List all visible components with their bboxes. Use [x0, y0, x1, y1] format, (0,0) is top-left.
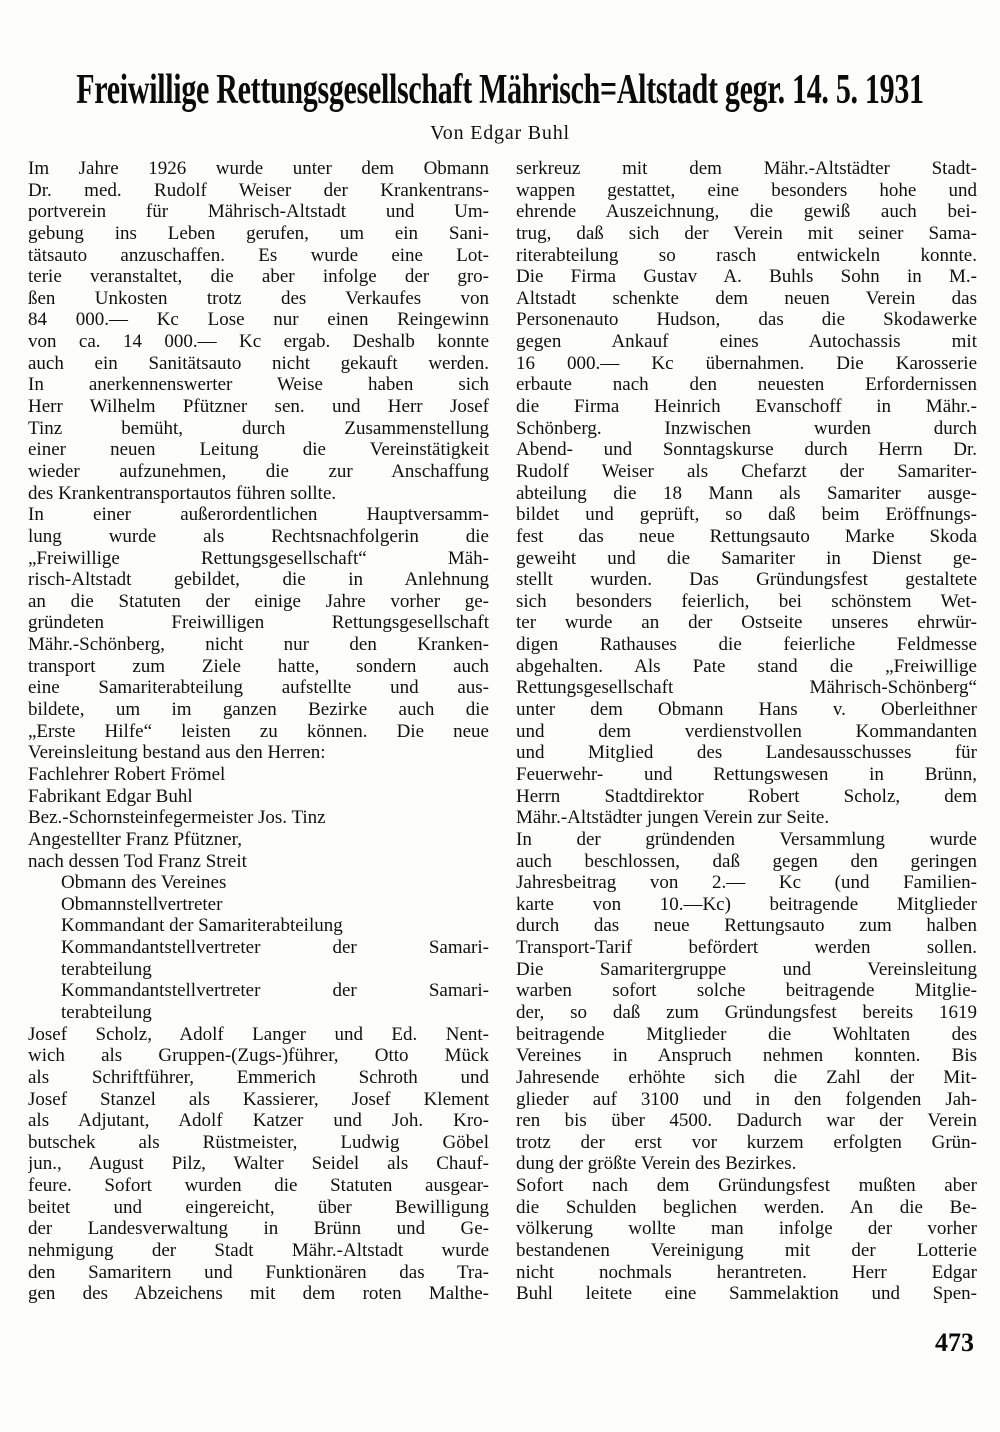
- text-line: Herr Wilhelm Pfützner sen. und Herr Josef: [28, 396, 489, 418]
- text-line: Bez.-Schornsteinfegermeister Jos. Tinz: [28, 807, 326, 829]
- text-line: Mähr.-Altstädter jungen Verein zur Seite.: [516, 807, 830, 829]
- text-line: Herrn Stadtdirektor Robert Scholz, dem: [516, 785, 977, 807]
- text-line: bildet und geprüft, so daß beim Eröffnungs-: [516, 504, 977, 526]
- text-line: „Erste Hilfe“ leisten zu können. Die neue: [28, 720, 489, 742]
- text-line: bildete, um im ganzen Bezirke auch die: [28, 699, 489, 721]
- text-line: wieder aufzunehmen, die zur Anschaffung: [28, 460, 489, 482]
- text-line: Rudolf Weiser als Chefarzt der Samariter-: [516, 460, 977, 482]
- text-line: nehmigung der Stadt Mähr.-Altstadt wurde: [28, 1240, 489, 1262]
- text-line: Kommandantstellvertreter der Samari-: [61, 980, 489, 1002]
- text-line: durch das neue Rettungsauto zum halben: [516, 915, 977, 937]
- text-line: Vereines in Anspruch nehmen konnten. Bis: [516, 1045, 977, 1067]
- text-line: gen des Abzeichens mit dem roten Malthe-: [28, 1283, 489, 1305]
- text-line: als Adjutant, Adolf Katzer und Joh. Kro-: [28, 1110, 489, 1132]
- text-line: Angestellter Franz Pfützner,: [28, 828, 242, 850]
- text-line: eine Samariterabteilung aufstellte und aus-: [28, 677, 489, 699]
- text-line: Rettungsgesellschaft Mährisch-Schönberg“: [516, 677, 977, 699]
- text-line: 16 000.— Kc übernahmen. Die Karosserie: [516, 352, 977, 374]
- text-line: Jahresbeitrag von 2.— Kc (und Familien-: [516, 872, 977, 894]
- text-line: feure. Sofort wurden die Statuten ausgear-: [28, 1175, 489, 1197]
- text-line: In anerkennenswerter Weise haben sich: [28, 374, 489, 396]
- text-line: die Firma Heinrich Evanschoff in Mähr.-: [516, 396, 977, 418]
- text-line: Die Firma Gustav A. Buhls Sohn in M.-: [516, 266, 977, 288]
- text-line: abgehalten. Als Pate stand die „Freiwillige: [516, 655, 977, 677]
- text-line: unter dem Obmann Hans v. Oberleithner: [516, 699, 977, 721]
- text-line: Obmannstellvertreter: [61, 893, 223, 915]
- text-line: jun., August Pilz, Walter Seidel als Chauf-: [28, 1153, 489, 1175]
- text-line: von ca. 14 000.— Kc ergab. Deshalb konnte: [28, 331, 489, 353]
- text-line: beitet und eingereicht, über Bewilligung: [28, 1196, 489, 1218]
- page-number: 473: [935, 1328, 974, 1357]
- text-line: trotz der erst vor kurzem erfolgten Grün-: [516, 1131, 977, 1153]
- text-line: Tinz bemüht, durch Zusammenstellung: [28, 417, 489, 439]
- text-line: wich als Gruppen-(Zugs-)führer, Otto Mück: [28, 1045, 489, 1067]
- page-title: Freiwillige Rettungsgesellschaft Mährisch=Altstadt gegr. 14. 5. 1931: [76, 66, 924, 113]
- article-body: [28, 158, 978, 1305]
- text-line: Im Jahre 1926 wurde unter dem Obmann: [28, 158, 489, 179]
- text-line: Sofort nach dem Gründungsfest mußten aber: [516, 1175, 977, 1197]
- text-line: stellt wurden. Das Gründungsfest gestaltete: [516, 569, 977, 591]
- text-line: abteilung die 18 Mann als Samariter ausge-: [516, 482, 977, 504]
- right-column: [516, 158, 977, 1305]
- text-line: geweiht und die Samariter in Dienst ge-: [516, 547, 977, 569]
- text-line: portverein für Mährisch-Altstadt und Um-: [28, 201, 489, 223]
- text-line: Kommandant der Samariterabteilung: [61, 915, 343, 937]
- text-line: auch beschlossen, daß gegen den geringen: [516, 850, 977, 872]
- text-line: auch ein Sanitätsauto nicht gekauft werden.: [28, 352, 489, 374]
- text-line: warben sofort solche beitragende Mitglie-: [516, 980, 977, 1002]
- text-line: Josef Scholz, Adolf Langer und Ed. Nent-: [28, 1023, 489, 1045]
- text-line: Schönberg. Inzwischen wurden durch: [516, 417, 977, 439]
- left-column: [28, 158, 489, 1305]
- text-line: die Schulden beglichen werden. An die Be-: [516, 1196, 977, 1218]
- text-line: karte von 10.—Kc) beitragende Mitglieder: [516, 893, 977, 915]
- text-line: „Freiwillige Rettungsgesellschaft“ Mäh-: [28, 547, 489, 569]
- text-line: serkreuz mit dem Mähr.-Altstädter Stadt-: [516, 158, 977, 179]
- text-line: ter wurde an der Ostseite unseres ehrwür-: [516, 612, 977, 634]
- byline: Von Edgar Buhl: [430, 122, 570, 144]
- text-line: einer neuen Leitung die Vereinstätigkeit: [28, 439, 489, 461]
- text-line: gebung ins Leben gerufen, um ein Sani-: [28, 222, 489, 244]
- text-line: riterabteilung so rasch entwickeln konnte.: [516, 244, 977, 266]
- text-line: Kommandantstellvertreter der Samari-: [61, 937, 489, 959]
- text-line: digen Rathauses die feierliche Feldmesse: [516, 634, 977, 656]
- text-line: Jahresende erhöhte sich die Zahl der Mit-: [516, 1066, 977, 1088]
- text-line: beitragende Mitglieder die Wohltaten des: [516, 1023, 977, 1045]
- text-line: den Samaritern und Funktionären das Tra-: [28, 1261, 489, 1283]
- text-line: terabteilung: [61, 958, 152, 980]
- text-line: Buhl leitete eine Sammelaktion und Spen-: [516, 1283, 977, 1305]
- text-line: Fabrikant Edgar Buhl: [28, 785, 193, 807]
- text-line: terie veranstaltet, die aber infolge der gro-: [28, 266, 489, 288]
- text-line: Josef Stanzel als Kassierer, Josef Klement: [28, 1088, 489, 1110]
- text-line: transport zum Ziele hatte, sondern auch: [28, 655, 489, 677]
- text-line: Feuerwehr- und Rettungswesen in Brünn,: [516, 763, 977, 785]
- text-line: nicht nochmals herantreten. Herr Edgar: [516, 1261, 977, 1283]
- text-line: Mähr.-Schönberg, nicht nur den Kranken-: [28, 634, 489, 656]
- text-line: dung der größte Verein des Bezirkes.: [516, 1153, 797, 1175]
- text-line: an die Statuten der einige Jahre vorher ge-: [28, 590, 489, 612]
- text-line: 84 000.— Kc Lose nur einen Reingewinn: [28, 309, 489, 331]
- text-line: ehrende Auszeichnung, die gewiß auch bei-: [516, 201, 977, 223]
- text-line: Dr. med. Rudolf Weiser der Krankentrans-: [28, 179, 489, 201]
- text-line: lung wurde als Rechtsnachfolgerin die: [28, 525, 489, 547]
- text-line: Obmann des Vereines: [61, 872, 227, 894]
- text-line: terabteilung: [61, 1001, 152, 1023]
- text-line: nach dessen Tod Franz Streit: [28, 850, 247, 872]
- text-line: des Krankentransportautos führen sollte.: [28, 482, 337, 504]
- text-line: und Mitglied des Landesausschusses für: [516, 742, 977, 764]
- text-line: gegen Ankauf eines Autochassis mit: [516, 331, 977, 353]
- text-line: der, so daß zum Gründungsfest bereits 1619: [516, 1001, 977, 1023]
- text-line: erbaute nach den neuesten Erfordernissen: [516, 374, 977, 396]
- text-line: Altstadt schenkte dem neuen Verein das: [516, 287, 977, 309]
- text-line: fest das neue Rettungsauto Marke Skoda: [516, 525, 977, 547]
- text-line: risch-Altstadt gebildet, die in Anlehnung: [28, 569, 489, 591]
- text-line: Transport-Tarif befördert werden sollen.: [516, 937, 977, 959]
- text-line: wappen gestattet, eine besonders hohe und: [516, 179, 977, 201]
- text-line: butschek als Rüstmeister, Ludwig Göbel: [28, 1131, 489, 1153]
- text-line: sich besonders feierlich, bei schönstem Wet-: [516, 590, 977, 612]
- text-line: der Landesverwaltung in Brünn und Ge-: [28, 1218, 489, 1240]
- text-line: gründeten Freiwilligen Rettungsgesellschaft: [28, 612, 489, 634]
- text-line: tätsauto anzuschaffen. Es wurde eine Lot-: [28, 244, 489, 266]
- text-line: Die Samaritergruppe und Vereinsleitung: [516, 958, 977, 980]
- text-line: trug, daß sich der Verein mit seiner Sama-: [516, 222, 977, 244]
- text-line: Fachlehrer Robert Frömel: [28, 763, 226, 785]
- text-line: bestandenen Vereinigung mit der Lotterie: [516, 1240, 977, 1262]
- text-line: ßen Unkosten trotz des Verkaufes von: [28, 287, 489, 309]
- text-line: glieder auf 3100 und in den folgenden Jah-: [516, 1088, 977, 1110]
- text-line: als Schriftführer, Emmerich Schroth und: [28, 1066, 489, 1088]
- text-line: Abend- und Sonntagskurse durch Herrn Dr.: [516, 439, 977, 461]
- text-line: In der gründenden Versammlung wurde: [516, 828, 977, 850]
- text-line: In einer außerordentlichen Hauptversamm-: [28, 504, 489, 526]
- text-line: und dem verdienstvollen Kommandanten: [516, 720, 977, 742]
- text-line: Personenauto Hudson, das die Skodawerke: [516, 309, 977, 331]
- text-line: völkerung wollte man infolge der vorher: [516, 1218, 977, 1240]
- text-line: Vereinsleitung bestand aus den Herren:: [28, 742, 326, 764]
- text-line: ren bis über 4500. Dadurch war der Verein: [516, 1110, 977, 1132]
